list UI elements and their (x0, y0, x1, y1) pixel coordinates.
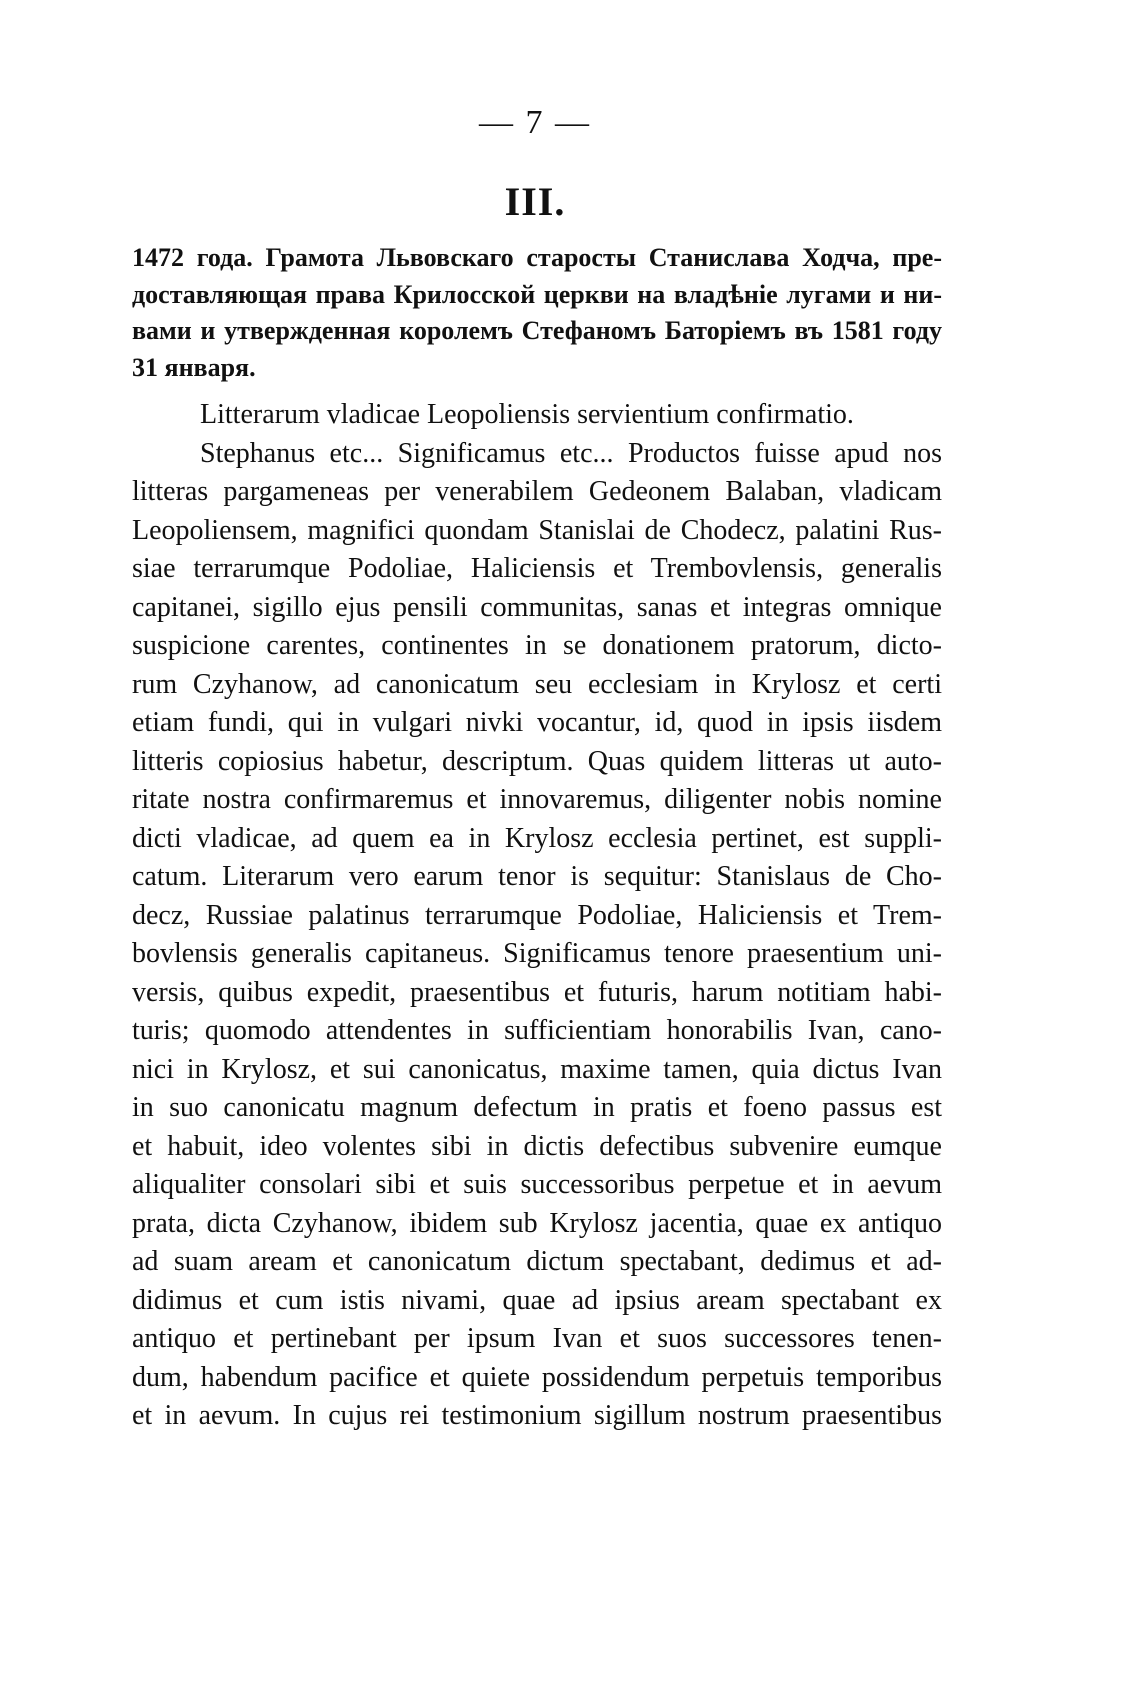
body-line: catum. Literarum vero earum tenor is sequitur: Stanislaus de Cho- (132, 861, 942, 892)
body-line: bovlensis generalis capitaneus. Significamus tenore praesentium uni- (132, 938, 942, 969)
body-line: Leopoliensem, magnifici quondam Stanislai de Chodecz, palatini Rus- (132, 514, 942, 546)
heading-line: 1472 года. Грамота Львовскаго старосты Станислава Ходча, пре- (132, 243, 942, 272)
heading-line: 31 января. (132, 352, 256, 382)
body-line: nici in Krylosz, et sui canonicatus, maxime tamen, quia dictus Ivan (132, 1053, 942, 1085)
document-body (132, 396, 942, 1436)
body-line: aliqualiter consolari sibi et suis successoribus perpetue et in aevum (132, 1169, 942, 1200)
body-line: litteras pargameneas per venerabilem Gedeonem Balaban, vladicam (132, 476, 942, 507)
body-line: ritate nostra confirmaremus et innovaremus, diligenter nobis nomine (132, 784, 942, 815)
body-line: dicti vladicae, ad quem ea in Krylosz ecclesia pertinet, est suppli- (132, 822, 942, 854)
body-line: litteris copiosius habetur, descriptum. Quas quidem litteras ut auto- (132, 745, 942, 777)
body-line: capitanei, sigillo ejus pensili communitas, sanas et integras omnique (132, 591, 942, 623)
body-line: versis, quibus expedit, praesentibus et futuris, harum notitiam habi- (132, 976, 942, 1008)
body-line: decz, Russiae palatinus terrarumque Podoliae, Haliciensis et Trem- (132, 899, 942, 931)
body-line: suspicione carentes, continentes in se donationem pratorum, dicto- (132, 630, 942, 661)
heading-line: доставляющая права Крилосской церкви на владѣніе лугами и ни- (132, 279, 942, 309)
body-line: didimus et cum istis nivami, quae ad ipsius aream spectabant ex (132, 1284, 942, 1316)
body-line: dum, habendum pacifice et quiete possidendum perpetuis temporibus (132, 1361, 942, 1393)
body-line: Stephanus etc... Significamus etc... Productos fuisse apud nos (200, 437, 942, 469)
section-numeral: III. (504, 179, 566, 224)
body-line: antiquo et pertinebant per ipsum Ivan et suos successores tenen- (132, 1323, 942, 1354)
document-title-line: Litterarum vladicae Leopoliensis servientium confirmatio. (200, 399, 854, 430)
body-line: siae terrarumque Podoliae, Haliciensis et Trembovlensis, generalis (132, 553, 942, 584)
body-line: rum Czyhanow, ad canonicatum seu ecclesiam in Krylosz et certi (132, 668, 942, 700)
body-line: in suo canonicatu magnum defectum in pratis et foeno passus est (132, 1092, 942, 1123)
page-number: — 7 — (479, 104, 591, 141)
body-line: turis; quomodo attendentes in sufficientiam honorabilis Ivan, cano- (132, 1015, 942, 1046)
document-heading (132, 240, 942, 386)
body-line: et habuit, ideo volentes sibi in dictis defectibus subvenire eumque (132, 1130, 942, 1162)
body-line: et in aevum. In cujus rei testimonium sigillum nostrum praesentibus (132, 1400, 942, 1431)
body-line: ad suam aream et canonicatum dictum spectabant, dedimus et ad- (132, 1246, 942, 1277)
heading-line: вами и утвержденная королемъ Стефаномъ Баторіемъ въ 1581 году (132, 316, 942, 345)
body-line: etiam fundi, qui in vulgari nivki vocantur, id, quod in ipsis iisdem (132, 707, 942, 738)
body-line: prata, dicta Czyhanow, ibidem sub Krylosz jacentia, quae ex antiquo (132, 1207, 942, 1239)
